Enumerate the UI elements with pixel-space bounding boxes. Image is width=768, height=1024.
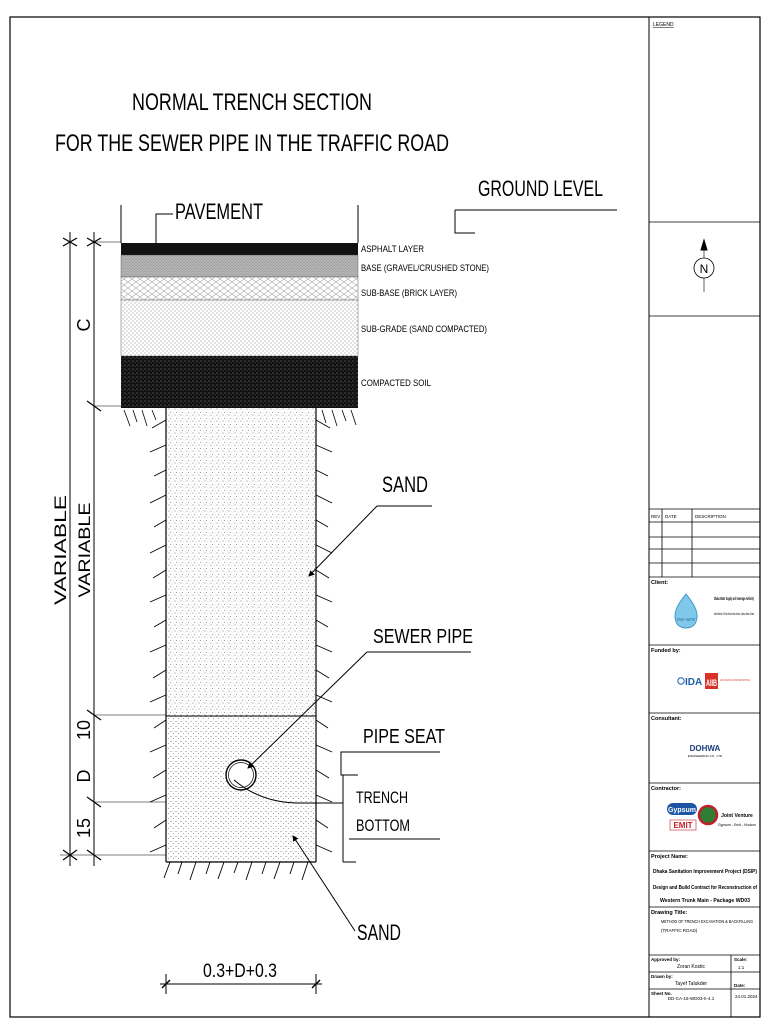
dim-15-label: 15 bbox=[74, 817, 94, 839]
sheet-no: DD-CA-16-WD03-II-4.1 bbox=[667, 996, 715, 1001]
subgrade-layer bbox=[121, 300, 358, 356]
drawn-label: Drawn by: bbox=[651, 974, 673, 979]
scale-label: Scale: bbox=[734, 957, 748, 962]
dim-d-label: D bbox=[74, 769, 94, 783]
pipe-seat-marker bbox=[341, 752, 359, 775]
project-line3: Western Trunk Main - Package WD03 bbox=[660, 898, 750, 904]
width-dim-label: 0.3+D+0.3 bbox=[203, 961, 277, 982]
pavement-label: PAVEMENT bbox=[175, 199, 263, 224]
client-logo bbox=[675, 594, 697, 628]
aiib-sub: ASIAN INFRASTRUCTURE INVESTMENT BANK bbox=[720, 678, 750, 682]
sheet-border bbox=[10, 17, 760, 1017]
drawn-name: Tayef Talukder bbox=[674, 981, 708, 987]
pipe-seat-label: PIPE SEAT bbox=[363, 726, 445, 748]
sheet-label: Sheet No. bbox=[651, 991, 672, 996]
client-address: Wasa Bhaban, 98 Kazi Nazrul Islam Avenue, Kawran Bazar, Dhaka bbox=[714, 612, 755, 616]
approved-label: Approved by: bbox=[651, 957, 681, 962]
subgrade-label: SUB-GRADE (SAND COMPACTED) bbox=[361, 324, 487, 335]
sand-lower-leader bbox=[293, 836, 355, 931]
drawing-title-2: (TRAFFIC ROAD) bbox=[661, 928, 698, 933]
subbase-label: SUB-BASE (BRICK LAYER) bbox=[361, 288, 457, 299]
dim-c-label: C bbox=[74, 318, 94, 332]
aiib-logo: AIIB bbox=[706, 678, 718, 688]
dim-variable-outer-label: VARIABLE bbox=[51, 523, 70, 605]
project-label: Project Name: bbox=[651, 854, 688, 860]
asphalt-layer bbox=[121, 243, 358, 255]
date-value: 24.01.2024 bbox=[735, 994, 758, 999]
date-label: Date: bbox=[734, 983, 746, 988]
rev-header-rev: REV bbox=[651, 514, 661, 519]
dim-variable-inner-label: VARIABLE bbox=[75, 515, 94, 598]
ground-level-symbol bbox=[455, 210, 475, 233]
jv-members: Gypsum - Emit - Khokon bbox=[717, 823, 757, 827]
ground-level-label: GROUND LEVEL bbox=[478, 176, 603, 201]
asphalt-label: ASPHALT LAYER bbox=[361, 244, 425, 255]
legend-label: LEGEND bbox=[653, 22, 674, 28]
gypsum-logo: Gypsum bbox=[667, 807, 697, 814]
emit-logo: EMIT bbox=[673, 821, 693, 830]
drawing-title-1: METHOD OF TRENCH EXCAVATION & BACKFILLING bbox=[661, 919, 754, 924]
rev-header-desc: DESCRIPTION bbox=[695, 514, 726, 519]
sand-upper-leader bbox=[309, 506, 377, 576]
compacted-soil-layer bbox=[121, 356, 358, 408]
project-line1: Dhaka Sanitation Improvement Project (DSIP) bbox=[653, 869, 758, 875]
sand-lower-label: SAND bbox=[357, 920, 401, 945]
sand-upper-label: SAND bbox=[382, 472, 428, 497]
consultant-sub: ENGINEERING CO., LTD bbox=[687, 754, 723, 758]
trench-bottom-label-2: BOTTOM bbox=[356, 816, 410, 835]
drawing-title-line2: FOR THE SEWER PIPE IN THE TRAFFIC ROAD bbox=[55, 130, 449, 157]
client-label: Client: bbox=[651, 580, 669, 586]
client-logo-text: ঢাকা ওয়াসা bbox=[676, 617, 696, 622]
base-label: BASE (GRAVEL/CRUSHED STONE) bbox=[361, 263, 489, 274]
consultant-label: Consultant: bbox=[651, 716, 682, 722]
project-line2: Design and Build Contract for Reconstruction of bbox=[653, 885, 758, 891]
dim-10-label: 10 bbox=[74, 719, 94, 741]
scale-value: 1:1 bbox=[738, 965, 745, 970]
compacted-soil-label: COMPACTED SOIL bbox=[361, 378, 431, 389]
rev-header-date: DATE bbox=[665, 514, 677, 519]
khokon-logo bbox=[699, 806, 717, 824]
drawing-title-label: Drawing Title: bbox=[651, 910, 688, 916]
north-label: N bbox=[699, 262, 709, 276]
approved-name: Zoran Kostic bbox=[676, 964, 706, 970]
trench-bottom-marker bbox=[343, 775, 356, 862]
trench-bottom-label-1: TRENCH bbox=[356, 788, 408, 807]
soil-hatch-right bbox=[316, 420, 332, 852]
sewer-pipe-label: SEWER PIPE bbox=[373, 626, 473, 648]
client-name: Dhaka Water Supply and Sewerage Authority bbox=[714, 596, 755, 601]
ida-logo: IDA bbox=[685, 677, 703, 688]
soil-hatch-bottom bbox=[164, 862, 308, 880]
consultant-logo: DOHWA bbox=[689, 744, 721, 753]
base-layer bbox=[121, 255, 358, 277]
sand-backfill bbox=[166, 408, 316, 716]
joint-venture: Joint Venture bbox=[721, 813, 753, 819]
contractor-label: Contractor: bbox=[651, 786, 681, 792]
soil-hatch-left bbox=[150, 420, 166, 852]
drawing-title-line1: NORMAL TRENCH SECTION bbox=[132, 89, 372, 116]
funded-label: Funded by: bbox=[651, 648, 681, 654]
subbase-layer bbox=[121, 277, 358, 300]
ida-logo-mark bbox=[678, 678, 684, 684]
